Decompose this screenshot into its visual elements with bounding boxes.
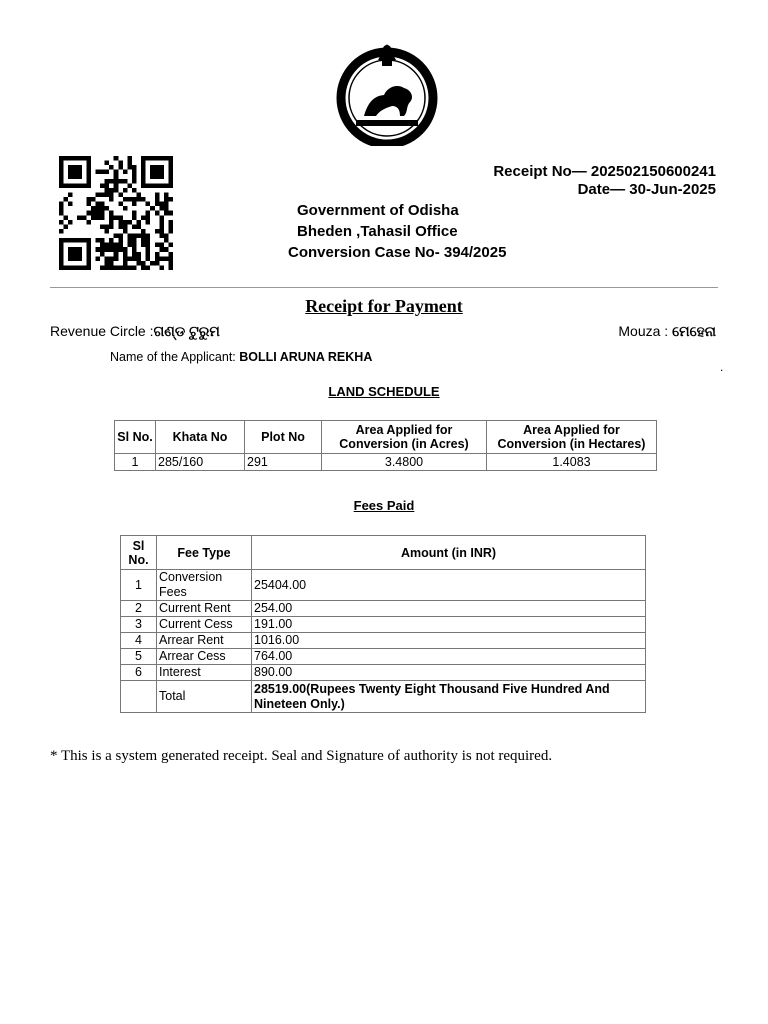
mouza [618, 323, 716, 340]
table-cell: 6 [121, 665, 157, 681]
table-cell: Current Rent [157, 601, 252, 617]
table-row [121, 649, 646, 665]
table-row [121, 633, 646, 649]
revenue-circle-label: Revenue Circle : [50, 323, 154, 339]
table-cell: 4 [121, 633, 157, 649]
table-cell: Arrear Rent [157, 633, 252, 649]
column-header: Plot No [245, 421, 322, 454]
table-cell: 1 [115, 454, 156, 471]
fees-paid-heading: Fees Paid [353, 498, 415, 513]
table-row [115, 454, 657, 471]
total-label: Total [157, 681, 252, 713]
table-cell: Interest [157, 665, 252, 681]
revenue-circle [50, 323, 220, 340]
odisha-emblem-icon [334, 40, 440, 146]
divider [50, 287, 718, 288]
table-cell: 25404.00 [252, 570, 646, 601]
table-row [121, 665, 646, 681]
government-name: Government of Odisha [297, 202, 459, 219]
table-cell: 3 [121, 617, 157, 633]
column-header: Khata No [156, 421, 245, 454]
mouza-label: Mouza : [618, 323, 673, 339]
table-cell: 1 [121, 570, 157, 601]
receipt-date: Date— 30-Jun-2025 [577, 181, 716, 198]
table-cell: 191.00 [252, 617, 646, 633]
table-cell: 254.00 [252, 601, 646, 617]
table-cell: 2 [121, 601, 157, 617]
land-schedule-table [114, 420, 657, 471]
page-title: Receipt for Payment [305, 296, 463, 316]
table-cell: Conversion Fees [157, 570, 252, 601]
case-number: Conversion Case No- 394/2025 [288, 244, 507, 261]
column-header: Area Applied for Conversion (in Hectares) [487, 421, 657, 454]
total-amount: 28519.00(Rupees Twenty Eight Thousand Five Hundred And Nineteen Only.) [252, 681, 646, 713]
applicant [110, 350, 372, 364]
table-cell: 5 [121, 649, 157, 665]
table-header-row [121, 536, 646, 570]
table-cell: 1016.00 [252, 633, 646, 649]
applicant-name: BOLLI ARUNA REKHA [239, 350, 373, 364]
receipt-number: Receipt No— 202502150600241 [493, 163, 716, 180]
column-header: Area Applied for Conversion (in Acres) [322, 421, 487, 454]
revenue-circle-value: ଗଣ୍ଡ ଟୁରୁମ [153, 323, 220, 339]
table-header-row [115, 421, 657, 454]
table-cell: Arrear Cess [157, 649, 252, 665]
table-cell: 764.00 [252, 649, 646, 665]
mouza-value: ମେହେନା [672, 323, 716, 339]
table-row [121, 570, 646, 601]
column-header: Fee Type [157, 536, 252, 570]
total-row [121, 681, 646, 713]
column-header: Sl No. [115, 421, 156, 454]
land-schedule-heading: LAND SCHEDULE [328, 384, 440, 399]
fees-paid-table [120, 535, 646, 713]
table-cell: 285/160 [156, 454, 245, 471]
table-cell: 1.4083 [487, 454, 657, 471]
stray-dot: . [720, 360, 724, 374]
qr-code-icon [56, 156, 176, 270]
table-row [121, 601, 646, 617]
table-cell: 291 [245, 454, 322, 471]
table-row [121, 617, 646, 633]
column-header: Sl No. [121, 536, 157, 570]
office-name: Bheden ,Tahasil Office [297, 223, 458, 240]
column-header: Amount (in INR) [252, 536, 646, 570]
table-cell [121, 681, 157, 713]
system-note: * This is a system generated receipt. Seal and Signature of authority is not required. [50, 748, 553, 764]
applicant-label: Name of the Applicant: [110, 350, 240, 364]
table-cell: Current Cess [157, 617, 252, 633]
table-cell: 3.4800 [322, 454, 487, 471]
table-cell: 890.00 [252, 665, 646, 681]
